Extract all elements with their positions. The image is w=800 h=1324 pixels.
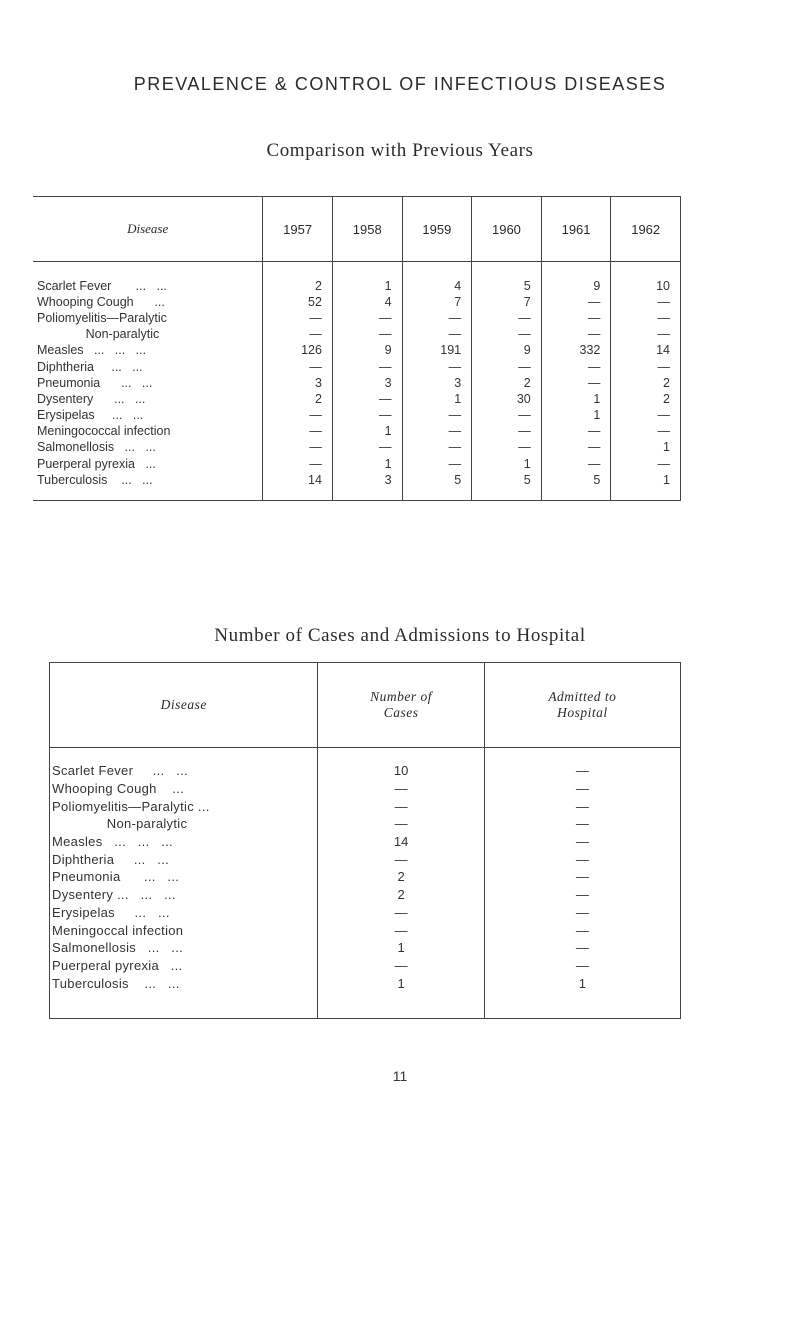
cases-cell: 10 (318, 748, 484, 780)
admitted-cell: — (484, 886, 680, 904)
table-row (50, 868, 681, 886)
year-value-cell: 1 (611, 472, 681, 501)
year-value-cell: 126 (263, 343, 333, 359)
year-value-cell: 3 (332, 375, 402, 391)
year-value-cell: — (332, 440, 402, 456)
year-value-cell: 7 (472, 294, 542, 310)
admitted-cell: — (484, 939, 680, 957)
year-value-cell: 14 (263, 472, 333, 501)
year-value-cell: 332 (541, 343, 611, 359)
disease-name: Measles ... ... ... (37, 343, 147, 358)
table-row (50, 833, 681, 851)
year-value-cell: — (402, 424, 472, 440)
year-value-cell: 52 (263, 294, 333, 310)
year-value-cell: — (541, 456, 611, 472)
year-value-cell: — (402, 327, 472, 343)
admissions-header-row (50, 663, 681, 748)
year-value-cell: 5 (472, 472, 542, 501)
admitted-cell: 1 (484, 974, 680, 1018)
comparison-table-body (33, 262, 681, 501)
table-row (33, 391, 681, 407)
year-value-cell: — (332, 359, 402, 375)
disease-name: Erysipelas ... ... (52, 904, 170, 920)
year-value-cell: — (472, 359, 542, 375)
comparison-subtitle: Comparison with Previous Years (266, 140, 534, 161)
admitted-cell: — (484, 850, 680, 868)
year-value-cell: 1 (332, 456, 402, 472)
table-row (50, 748, 681, 780)
year-value-cell: 2 (611, 375, 681, 391)
disease-name: Measles ... ... ... (52, 834, 173, 850)
disease-name: Meningoccal infection (52, 922, 184, 938)
disease-name: Whooping Cough ... (52, 781, 185, 797)
table-row (33, 343, 681, 359)
year-value-cell: 1 (611, 440, 681, 456)
disease-name: Tuberculosis ... ... (37, 472, 153, 487)
year-value-cell: — (263, 327, 333, 343)
year-value-cell: — (611, 408, 681, 424)
admitted-cell: — (484, 921, 680, 939)
year-value-cell: 2 (263, 391, 333, 407)
disease-name: Salmonellosis ... ... (37, 440, 156, 455)
year-value-cell: 191 (402, 343, 472, 359)
column-header-year: 1959 (402, 197, 472, 262)
table-row (50, 921, 681, 939)
year-value-cell: — (332, 310, 402, 326)
year-value-cell: 5 (472, 262, 542, 295)
disease-name: Non-paralytic (52, 816, 188, 832)
year-value-cell: 9 (472, 343, 542, 359)
year-value-cell: 3 (263, 375, 333, 391)
year-value-cell: — (332, 391, 402, 407)
year-value-cell: — (611, 294, 681, 310)
year-value-cell: 30 (472, 391, 542, 407)
year-value-cell: — (472, 424, 542, 440)
year-value-cell: — (402, 408, 472, 424)
disease-name: Whooping Cough ... (37, 294, 165, 309)
cases-cell: 2 (318, 886, 484, 904)
year-value-cell: 2 (472, 375, 542, 391)
disease-name: Salmonellosis ... ... (52, 940, 184, 956)
disease-name: Diphtheria ... ... (37, 359, 143, 374)
column-header-year: 1961 (541, 197, 611, 262)
year-value-cell: — (541, 375, 611, 391)
year-value-cell: — (611, 327, 681, 343)
year-value-cell: 4 (332, 294, 402, 310)
table-row (33, 440, 681, 456)
disease-name: Pneumonia ... ... (37, 375, 153, 390)
year-value-cell: — (541, 294, 611, 310)
cases-cell: — (318, 921, 484, 939)
year-value-cell: 3 (402, 375, 472, 391)
year-value-cell: 14 (611, 343, 681, 359)
year-value-cell: 9 (332, 343, 402, 359)
admitted-cell: — (484, 748, 680, 780)
table-row (50, 780, 681, 798)
year-value-cell: — (263, 408, 333, 424)
table-row (50, 815, 681, 833)
year-value-cell: 1 (541, 391, 611, 407)
year-value-cell: — (263, 424, 333, 440)
table-row (50, 904, 681, 922)
year-value-cell: — (402, 440, 472, 456)
year-value-cell: 1 (332, 424, 402, 440)
year-value-cell: — (402, 310, 472, 326)
disease-name: Puerperal pyrexia ... (52, 957, 183, 973)
year-value-cell: — (263, 310, 333, 326)
table-row (33, 359, 681, 375)
column-header-year: 1960 (472, 197, 542, 262)
cases-cell: — (318, 850, 484, 868)
table-row (33, 294, 681, 310)
cases-cell: — (318, 815, 484, 833)
year-value-cell: — (263, 440, 333, 456)
column-header-disease: Disease (50, 663, 318, 748)
table-row (33, 472, 681, 501)
year-value-cell: — (472, 440, 542, 456)
admissions-table (49, 662, 681, 1019)
year-value-cell: 1 (332, 262, 402, 295)
admissions-table-body (50, 748, 681, 1019)
disease-name: Scarlet Fever ... ... (52, 763, 188, 779)
table-row (50, 957, 681, 975)
column-header-year: 1957 (263, 197, 333, 262)
cases-cell: 1 (318, 974, 484, 1018)
year-value-cell: 7 (402, 294, 472, 310)
year-value-cell: 5 (541, 472, 611, 501)
admissions-subtitle: Number of Cases and Admissions to Hospital (214, 625, 586, 646)
column-header-disease: Disease (33, 197, 263, 262)
year-value-cell: 1 (541, 408, 611, 424)
year-value-cell: — (541, 310, 611, 326)
table-row (33, 262, 681, 295)
admitted-cell: — (484, 957, 680, 975)
year-value-cell: 4 (402, 262, 472, 295)
page-title: PREVALENCE & CONTROL OF INFECTIOUS DISEASES (133, 74, 667, 94)
column-header-admitted (484, 663, 680, 748)
year-value-cell: — (332, 327, 402, 343)
year-value-cell: 3 (332, 472, 402, 501)
year-value-cell: — (402, 359, 472, 375)
admitted-cell: — (484, 780, 680, 798)
column-header-year: 1958 (332, 197, 402, 262)
table-row (33, 456, 681, 472)
admitted-cell: — (484, 868, 680, 886)
table-row (33, 408, 681, 424)
column-header-year: 1962 (611, 197, 681, 262)
table-row (50, 974, 681, 1018)
disease-name: Dysentery ... ... ... (52, 887, 176, 903)
disease-name: Puerperal pyrexia ... (37, 456, 156, 471)
admitted-cell: — (484, 904, 680, 922)
year-value-cell: — (263, 456, 333, 472)
column-header-cases (318, 663, 484, 748)
cases-cell: — (318, 957, 484, 975)
disease-name: Poliomyelitis—Paralytic (37, 310, 167, 325)
table-row (50, 939, 681, 957)
table-row (33, 310, 681, 326)
year-value-cell: — (332, 408, 402, 424)
table-row (50, 886, 681, 904)
admitted-header-line2: Hospital (557, 705, 608, 720)
year-value-cell: — (472, 327, 542, 343)
disease-name: Dysentery ... ... (37, 391, 146, 406)
year-value-cell: 1 (402, 391, 472, 407)
table-row (33, 424, 681, 440)
disease-name: Diphtheria ... ... (52, 851, 170, 867)
year-value-cell: — (611, 310, 681, 326)
page-number: 11 (392, 1068, 408, 1084)
admitted-cell: — (484, 815, 680, 833)
disease-name: Non-paralytic (37, 327, 160, 342)
admitted-cell: — (484, 797, 680, 815)
year-value-cell: — (263, 359, 333, 375)
year-value-cell: — (611, 456, 681, 472)
year-value-cell: 2 (263, 262, 333, 295)
year-value-cell: — (402, 456, 472, 472)
disease-name: Erysipelas ... ... (37, 408, 144, 423)
disease-name: Scarlet Fever ... ... (37, 278, 167, 293)
cases-cell: 2 (318, 868, 484, 886)
disease-name: Tuberculosis ... ... (52, 975, 180, 991)
cases-cell: — (318, 797, 484, 815)
comparison-header-row (33, 197, 681, 262)
cases-cell: — (318, 904, 484, 922)
year-value-cell: — (472, 408, 542, 424)
table-row (50, 850, 681, 868)
year-value-cell: 9 (541, 262, 611, 295)
year-value-cell: — (541, 440, 611, 456)
disease-name: Pneumonia ... ... (52, 869, 180, 885)
year-value-cell: 5 (402, 472, 472, 501)
admitted-cell: — (484, 833, 680, 851)
table-row (50, 797, 681, 815)
comparison-table (33, 196, 681, 501)
cases-cell: 1 (318, 939, 484, 957)
year-value-cell: — (472, 310, 542, 326)
year-value-cell: — (541, 424, 611, 440)
year-value-cell: 10 (611, 262, 681, 295)
disease-name: Meningococcal infection (37, 424, 171, 439)
cases-cell: — (318, 780, 484, 798)
disease-name: Poliomyelitis—Paralytic ... (52, 798, 210, 814)
admitted-header-line1: Admitted to (548, 689, 617, 704)
year-value-cell: 2 (611, 391, 681, 407)
year-value-cell: — (611, 359, 681, 375)
cases-cell: 14 (318, 833, 484, 851)
table-row (33, 327, 681, 343)
year-value-cell: — (541, 359, 611, 375)
year-value-cell: — (541, 327, 611, 343)
year-value-cell: 1 (472, 456, 542, 472)
cases-header-line2: Cases (383, 705, 419, 720)
table-row (33, 375, 681, 391)
year-value-cell: — (611, 424, 681, 440)
cases-header-line1: Number of (370, 689, 433, 704)
